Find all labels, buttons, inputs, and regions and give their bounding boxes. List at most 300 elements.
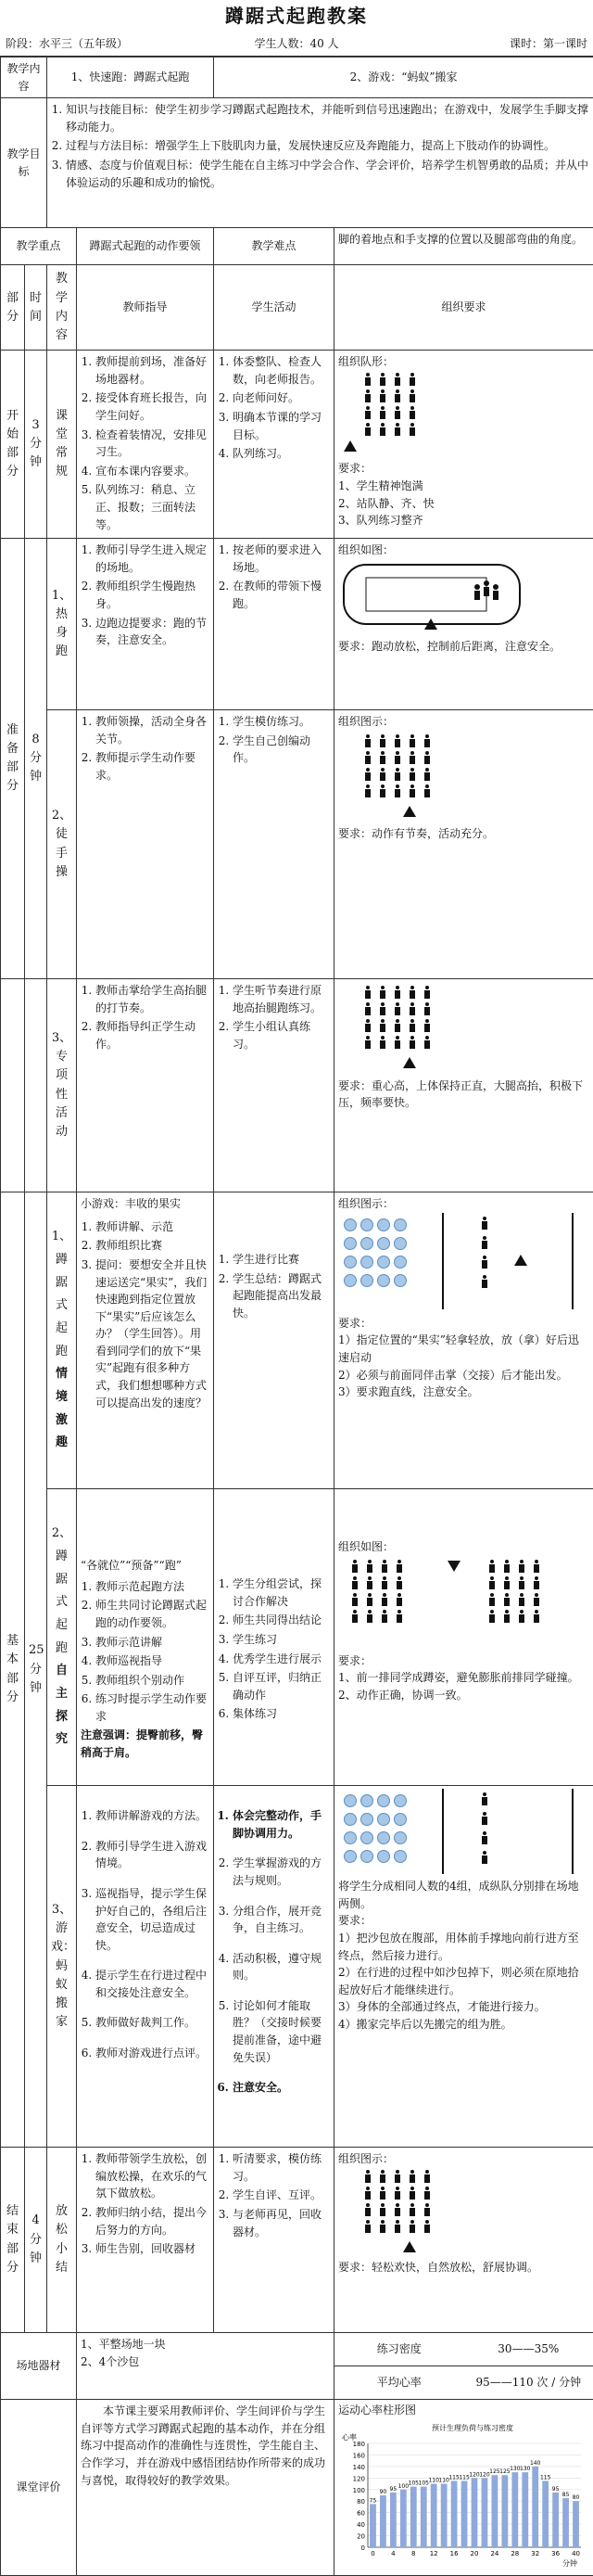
heart-rate-cell	[334, 2366, 593, 2400]
sandbag-circle-icon	[360, 1813, 373, 1826]
header-part: 部分	[1, 265, 25, 351]
student-icon	[408, 406, 417, 420]
org-item: 2）在行进的过程中如沙包掉下，则必须在原地拾起放好后才能继续进行。	[338, 1966, 579, 1996]
student-icon	[480, 1236, 489, 1250]
basic-org-2	[334, 1489, 593, 1786]
student-icon	[393, 784, 402, 798]
teacher-step: 1. 教师领操，活动全身各关节。	[95, 713, 209, 747]
sandbag-circle-icon	[344, 1831, 357, 1844]
prep-time-cont	[25, 979, 47, 1192]
student-step: 2. 学生小组认真练习。	[233, 1018, 330, 1052]
teacher-step: 2. 教师引导学生进入游戏情境。	[95, 1838, 209, 1872]
fruit-circle-icon	[377, 1274, 390, 1287]
equipment-item: 1、平整场地一块	[81, 2338, 166, 2352]
teacher-triangle-down-icon	[448, 1561, 461, 1572]
evaluation-text: 本节课主要采用教师评价、学生间评价与学生自评等方式学习蹲踞式起跑的基本动作，并在分组练习中提高动作的准确性与连贯性，学生能自主、合作学习，并在游戏中感悟团结协作所带来的成功与喜悦，取得较好的教学效果。	[77, 2400, 334, 2576]
sandbag-circle-icon	[344, 1813, 357, 1826]
student-icon	[423, 2203, 432, 2217]
bar-data-label: 105	[418, 2480, 429, 2487]
basic-org-3	[334, 1786, 593, 2148]
student-icon	[480, 1812, 489, 1826]
student-icon	[393, 2203, 402, 2217]
hr-value: 95——110 次 / 分钟	[475, 2375, 582, 2389]
prep-org-1	[334, 539, 593, 710]
end-student	[214, 2148, 334, 2333]
fruit-circle-icon	[394, 1218, 407, 1231]
student-icon	[363, 423, 372, 437]
student-icon	[393, 2170, 402, 2184]
student-icon	[380, 1593, 389, 1607]
bar-data-label: 120	[469, 2471, 480, 2479]
y-tick-label: 60	[357, 2509, 366, 2518]
formation-figure	[338, 986, 589, 1074]
chart-bar	[562, 2498, 569, 2547]
student-step: 2. 学生掌握游戏的方法与规则。	[233, 1855, 330, 1889]
student-step: 1. 体会完整动作，手脚协调用力。	[233, 1807, 330, 1842]
line-divider	[572, 1789, 574, 1874]
teacher-step: 3. 边跑边提要求：跑的节奏，注意安全。	[95, 615, 209, 649]
chart-bar	[390, 2493, 397, 2547]
ant-relay-figure	[338, 1789, 589, 1878]
org-item: 3、队列练习整齐	[338, 514, 423, 528]
org-item: 3）身体的全部通过终点，才能进行接力。	[338, 2000, 546, 2014]
student-step: 1. 体委整队、检查人数，向老师报告。	[233, 353, 330, 388]
header-time: 时间	[25, 265, 47, 351]
fruit-circle-icon	[344, 1237, 357, 1250]
org-item: 1）把沙包放在腹部，用体前手撑地向前行进方至终点，然后接力进行。	[338, 1931, 579, 1962]
org-req: 要求：动作有节奏，活动充分。	[338, 827, 495, 841]
chart-bar	[532, 2467, 538, 2547]
formation-figure	[338, 1560, 589, 1649]
fruit-circle-icon	[394, 1256, 407, 1269]
equipment-label: 场地器材	[1, 2333, 77, 2400]
student-step: 2. 学生自己创编动作。	[233, 733, 330, 767]
density-value: 30——35%	[498, 2341, 560, 2355]
student-icon	[393, 373, 402, 387]
org-item: 1）指定位置的“果实”轻拿轻放，放（拿）好后迅速启动	[338, 1333, 579, 1364]
fruit-circle-icon	[344, 1218, 357, 1231]
y-tick-label: 140	[352, 2463, 366, 2471]
student-icon	[363, 986, 372, 1000]
prep-part-label: 准备部分	[1, 539, 25, 979]
student-icon	[378, 373, 387, 387]
students-text: 学生人数：40 人	[254, 37, 339, 50]
chart-bar	[522, 2472, 528, 2547]
student-icon	[487, 1576, 497, 1590]
bar-data-label: 100	[397, 2482, 410, 2490]
equipment-item: 2、4个沙包	[81, 2354, 140, 2368]
student-step: 2. 向老师问好。	[233, 389, 330, 407]
student-icon	[408, 389, 417, 403]
student-icon	[380, 1576, 389, 1590]
prep-student-2	[214, 710, 334, 979]
student-icon	[408, 734, 417, 748]
student-icon	[380, 1610, 389, 1624]
student-step: 1. 按老师的要求进入场地。	[233, 542, 330, 576]
chart-bar	[511, 2472, 518, 2547]
student-icon	[408, 768, 417, 782]
x-tick-label: 32	[531, 2549, 540, 2557]
x-tick-label: 36	[551, 2549, 561, 2557]
student-icon	[502, 1610, 511, 1624]
sandbag-circle-icon	[394, 1831, 407, 1844]
student-step: 1. 学生进行比赛	[233, 1251, 330, 1269]
x-tick-label: 0	[371, 2549, 375, 2557]
student-icon	[393, 1036, 402, 1050]
fruit-circle-icon	[377, 1218, 390, 1231]
student-step: 4. 活动积极，遵守规则。	[233, 1950, 330, 1984]
teacher-step: 1. 教师讲解游戏的方法。	[95, 1807, 209, 1825]
org-title: 组织如图：	[338, 543, 395, 557]
stage-text: 阶段：水平三（五年级）	[6, 37, 129, 50]
teacher-triangle-icon	[514, 1255, 527, 1266]
basic-teacher-1	[77, 1192, 214, 1489]
student-icon	[517, 1560, 526, 1574]
teacher-step: 2. 教师提示学生动作要求。	[95, 749, 209, 784]
chart-bar	[552, 2493, 559, 2547]
bar-data-label: 125	[489, 2468, 500, 2475]
teacher-triangle-icon	[403, 1057, 416, 1068]
student-icon	[363, 2187, 372, 2200]
teacher-step: 2. 师生共同讨论蹲踞式起跑的动作要领。	[95, 1597, 209, 1631]
student-step: 4. 优秀学生进行展示	[233, 1651, 330, 1668]
difficult-point-label: 教学难点	[214, 228, 334, 265]
fruit-circle-icon	[394, 1274, 407, 1287]
chart-bar	[431, 2483, 437, 2546]
teacher-triangle-icon	[344, 440, 357, 452]
basic-content-1	[47, 1192, 77, 1489]
bar-data-label: 105	[408, 2480, 420, 2487]
prep-org-2	[334, 710, 593, 979]
hr-label: 平均心率	[376, 2375, 422, 2389]
student-step: 4. 队列练习。	[233, 445, 330, 463]
student-icon	[378, 423, 387, 437]
student-icon	[378, 2203, 387, 2217]
student-icon	[395, 1610, 404, 1624]
density-cell	[334, 2333, 593, 2366]
student-icon	[363, 768, 372, 782]
formation-figure	[338, 2170, 589, 2258]
org-req: 要求：	[338, 1914, 372, 1928]
student-step: 5. 讨论如何才能取胜？（交接时候要提前准备，途中避免失误）	[233, 1997, 330, 2066]
teacher-intro: “各就位”“预备”“跑”	[81, 1559, 182, 1573]
student-icon	[480, 1256, 489, 1269]
goal-item: 3. 情感、态度与价值观目标：使学生能在自主练习中学会合作、学会评价，培养学生机智勇敢的品质；并从中体验运动的乐趣和成功的愉悦。	[66, 157, 589, 191]
student-icon	[378, 1019, 387, 1033]
line-divider	[442, 1789, 444, 1874]
student-icon	[363, 389, 372, 403]
teacher-step: 1. 教师带领学生放松，创编放松操，在欢乐的气氛下做放松。	[95, 2150, 209, 2202]
org-item: 4）搬家完毕后以先搬完的组为胜。	[338, 2017, 512, 2031]
student-icon	[423, 2187, 432, 2200]
student-icon	[393, 406, 402, 420]
basic-part-label: 基本部分	[1, 1192, 25, 2148]
fruit-circle-icon	[360, 1237, 373, 1250]
student-step: 3. 明确本节课的学习目标。	[233, 409, 330, 443]
goals-cell	[47, 98, 593, 228]
student-icon	[378, 784, 387, 798]
student-icon	[408, 2170, 417, 2184]
student-icon	[423, 2220, 432, 2234]
formation-figure	[338, 373, 589, 457]
header-org: 组织要求	[334, 265, 593, 351]
teacher-step: 1. 教师引导学生进入规定的场地。	[95, 542, 209, 576]
student-step: 2. 在教师的带领下慢跑。	[233, 578, 330, 612]
teacher-step: 6. 练习时提示学生动作要求	[95, 1690, 209, 1725]
x-tick-label: 40	[572, 2549, 581, 2557]
teacher-step: 5. 教师组织个别动作	[95, 1672, 209, 1690]
teacher-step: 2. 教师指导纠正学生动作。	[95, 1018, 209, 1052]
student-step: 6. 注意安全。	[233, 2079, 330, 2097]
chart-bar	[461, 2480, 468, 2547]
line-divider	[572, 1213, 574, 1309]
fruit-circle-icon	[377, 1256, 390, 1269]
org-req: 要求：	[338, 462, 372, 476]
org-title: 组织图示：	[338, 1197, 395, 1211]
org-title: 组织图示：	[338, 715, 395, 729]
begin-org	[334, 351, 593, 539]
teacher-step: 2. 接受体育班长报告，向学生问好。	[95, 389, 209, 424]
goal-item: 1. 知识与技能目标：使学生初步学习蹲踞式起跑技术，并能听到信号迅速跑出；在游戏中，发展学生手脚支撑移动能力。	[66, 101, 589, 135]
student-icon	[480, 1275, 489, 1289]
chart-bar	[573, 2501, 579, 2547]
sandbag-circle-icon	[394, 1850, 407, 1863]
basic-content-1-bold: 情境激趣	[56, 1367, 69, 1450]
y-tick-label: 0	[360, 2544, 366, 2552]
sandbag-circle-icon	[394, 1813, 407, 1826]
student-icon	[423, 768, 432, 782]
student-icon	[378, 2170, 387, 2184]
content-item-2: 2、游戏：“蚂蚁”搬家	[214, 57, 593, 98]
sandbag-circle-icon	[360, 1794, 373, 1807]
student-icon	[378, 2220, 387, 2234]
student-icon	[395, 1593, 404, 1607]
fruit-circle-icon	[394, 1237, 407, 1250]
prep-teacher-3	[77, 979, 214, 1192]
y-tick-label: 20	[357, 2532, 366, 2541]
track-diagram	[338, 559, 533, 633]
sandbag-circle-icon	[377, 1813, 390, 1826]
student-icon	[395, 1560, 404, 1574]
basic-content-2-text: 2、蹲踞式起跑	[51, 1526, 72, 1655]
student-icon	[480, 1217, 489, 1231]
org-req: 要求：重心高，上体保持正直，大腿高抬，积极下压，频率要快。	[338, 1078, 584, 1110]
student-icon	[423, 1019, 432, 1033]
sandbag-circle-icon	[360, 1831, 373, 1844]
org-req: 要求：	[338, 1316, 372, 1330]
content-label: 教学内容	[1, 57, 47, 98]
lesson-text: 课时：第一课时	[509, 37, 587, 50]
teacher-step: 4. 教师巡视指导	[95, 1652, 209, 1670]
teacher-triangle-icon	[403, 806, 416, 817]
prep-content-2: 2、徒手操	[47, 710, 77, 979]
student-icon	[395, 1576, 404, 1590]
y-tick-label: 160	[352, 2452, 366, 2460]
density-label: 练习密度	[376, 2341, 422, 2355]
lesson-table	[0, 57, 593, 2576]
student-icon	[378, 986, 387, 1000]
chart-bar	[472, 2478, 478, 2547]
student-icon	[487, 1593, 497, 1607]
prep-student-3	[214, 979, 334, 1192]
org-title: 组织图示：	[338, 2152, 395, 2166]
student-icon	[502, 1576, 511, 1590]
student-icon	[363, 734, 372, 748]
student-icon	[408, 2220, 417, 2234]
teacher-note: 注意强调：提臀前移，臀稍高于肩。	[81, 1728, 204, 1760]
student-icon	[393, 1019, 402, 1033]
fruit-circle-icon	[360, 1274, 373, 1287]
begin-part-label: 开始部分	[1, 351, 25, 539]
student-step: 2. 学生自评、互评。	[233, 2187, 330, 2204]
meta-row	[0, 32, 593, 57]
student-icon	[532, 1593, 541, 1607]
fruit-circle-icon	[360, 1218, 373, 1231]
student-step: 1. 学生听节奏进行原地高抬腿跑练习。	[233, 982, 330, 1016]
begin-content: 课堂常规	[47, 351, 77, 539]
student-icon	[365, 1560, 374, 1574]
org-req: 要求：	[338, 1653, 372, 1667]
teacher-step: 3. 教师示范讲解	[95, 1634, 209, 1651]
chart-bar	[482, 2478, 488, 2547]
chart-bar	[492, 2475, 498, 2547]
student-icon	[363, 784, 372, 798]
x-tick-label: 8	[411, 2549, 416, 2557]
begin-student	[214, 351, 334, 539]
student-icon	[423, 2170, 432, 2184]
student-icon	[408, 423, 417, 437]
teacher-step: 4. 宣布本课内容要求。	[95, 463, 209, 480]
teacher-step: 1. 教师讲解、示范	[95, 1218, 209, 1236]
chart-heading: 运动心率柱形图	[338, 2404, 417, 2417]
x-tick-label: 20	[470, 2549, 479, 2557]
org-req: 要求：跑动放松，控制前后距离，注意安全。	[338, 640, 561, 654]
x-tick-label: 24	[490, 2549, 499, 2557]
student-icon	[378, 2187, 387, 2200]
student-icon	[423, 751, 432, 765]
student-icon	[502, 1593, 511, 1607]
bar-data-label: 90	[379, 2488, 387, 2495]
basic-content-2-bold: 自主探究	[56, 1664, 69, 1747]
student-icon	[532, 1560, 541, 1574]
y-tick-label: 120	[352, 2475, 366, 2483]
student-icon	[487, 1610, 497, 1624]
content-item-1: 1、快速跑：蹲踞式起跑	[47, 57, 214, 98]
teacher-step: 5. 教师做好裁判工作。	[95, 2014, 209, 2032]
begin-teacher	[77, 351, 214, 539]
chart-bar	[451, 2480, 458, 2547]
formation-figure	[338, 734, 589, 823]
prep-part-label-cont	[1, 979, 25, 1192]
student-icon	[365, 1593, 374, 1607]
header-teacher: 教师指导	[77, 265, 214, 351]
student-icon	[393, 2220, 402, 2234]
student-icon	[480, 1831, 489, 1845]
fruit-circle-icon	[360, 1256, 373, 1269]
difficult-point-text: 脚的着地点和手支撑的位置以及腿部弯曲的角度。	[334, 228, 593, 265]
student-icon	[393, 2187, 402, 2200]
org-item: 1、学生精神饱满	[338, 478, 423, 492]
y-tick-label: 100	[352, 2486, 366, 2494]
basic-teacher-2	[77, 1489, 214, 1786]
prep-teacher-1	[77, 539, 214, 710]
org-item: 2）必须与前面同伴击掌（交接）后才能出发。	[338, 1368, 568, 1382]
bar-data-label: 110	[428, 2477, 439, 2484]
sandbag-circle-icon	[344, 1794, 357, 1807]
student-icon	[363, 2203, 372, 2217]
basic-student-3	[214, 1786, 334, 2148]
student-icon	[393, 751, 402, 765]
teacher-step: 1. 教师提前到场，准备好场地器材。	[95, 353, 209, 388]
org-item: 1、前一排同学成蹲姿，避免膨胀前排同学碰撞。	[338, 1671, 579, 1685]
basic-student-1	[214, 1192, 334, 1489]
teacher-step: 1. 教师击掌给学生高抬腿的打节奏。	[95, 982, 209, 1016]
bar-data-label: 115	[448, 2474, 460, 2481]
teacher-step: 6. 教师对游戏进行点评。	[95, 2045, 209, 2062]
teacher-triangle-icon	[403, 2241, 416, 2252]
org-item: 2、站队静、齐、快	[338, 496, 435, 510]
key-point-text: 蹲踞式起跑的动作要领	[77, 228, 214, 265]
x-tick-label: 4	[391, 2549, 396, 2557]
student-icon	[408, 2203, 417, 2217]
student-icon	[408, 784, 417, 798]
basic-time: 25分钟	[25, 1192, 47, 2148]
prep-org-3	[334, 979, 593, 1192]
student-step: 6. 集体练习	[233, 1705, 330, 1723]
sandbag-circle-icon	[394, 1794, 407, 1807]
y-tick-label: 80	[357, 2497, 366, 2506]
student-icon	[423, 1036, 432, 1050]
org-item: 2、动作正确，协调一致。	[338, 1688, 468, 1702]
bar-data-label: 130	[510, 2465, 521, 2472]
prep-student-1	[214, 539, 334, 710]
student-step: 5. 自评互评，归纳正确动作	[233, 1669, 330, 1703]
student-icon	[363, 751, 372, 765]
teacher-step: 3. 检查着装情况，安排见习生。	[95, 427, 209, 461]
bar-data-label: 115	[539, 2474, 551, 2481]
student-icon	[532, 1610, 541, 1624]
page-title: 蹲踞式起跑教案	[225, 5, 368, 27]
student-icon	[350, 1610, 360, 1624]
y-tick-label: 180	[352, 2440, 366, 2448]
bar-data-label: 95	[389, 2485, 397, 2493]
student-icon	[363, 1002, 372, 1016]
basic-student-2	[214, 1489, 334, 1786]
student-icon	[423, 986, 432, 1000]
org-item: 3）要求跑直线，注意安全。	[338, 1385, 479, 1399]
basic-content-1-text: 1、蹲踞式起跑	[51, 1230, 72, 1358]
student-icon	[423, 1002, 432, 1016]
student-icon	[363, 1019, 372, 1033]
student-icon	[408, 986, 417, 1000]
teacher-step: 5. 队列练习：稍息、立正、报数；三面转法等。	[95, 481, 209, 533]
chart-title: 预计生理负荷与练习密度	[432, 2423, 514, 2432]
chart-bar	[400, 2489, 407, 2546]
student-icon	[393, 768, 402, 782]
basic-org-1	[334, 1192, 593, 1489]
teacher-step: 2. 教师归纳小结，提出今后努力的方向。	[95, 2204, 209, 2238]
bar-data-label: 120	[479, 2471, 490, 2479]
header-content: 教学内容	[47, 265, 77, 351]
prep-time: 8分钟	[25, 539, 47, 979]
student-step: 2. 师生共同得出结论	[233, 1612, 330, 1629]
student-icon	[393, 1002, 402, 1016]
student-icon	[408, 373, 417, 387]
teacher-intro: 小游戏：丰收的果实	[81, 1197, 182, 1211]
student-icon	[378, 1036, 387, 1050]
student-icon	[350, 1576, 360, 1590]
student-icon	[378, 768, 387, 782]
